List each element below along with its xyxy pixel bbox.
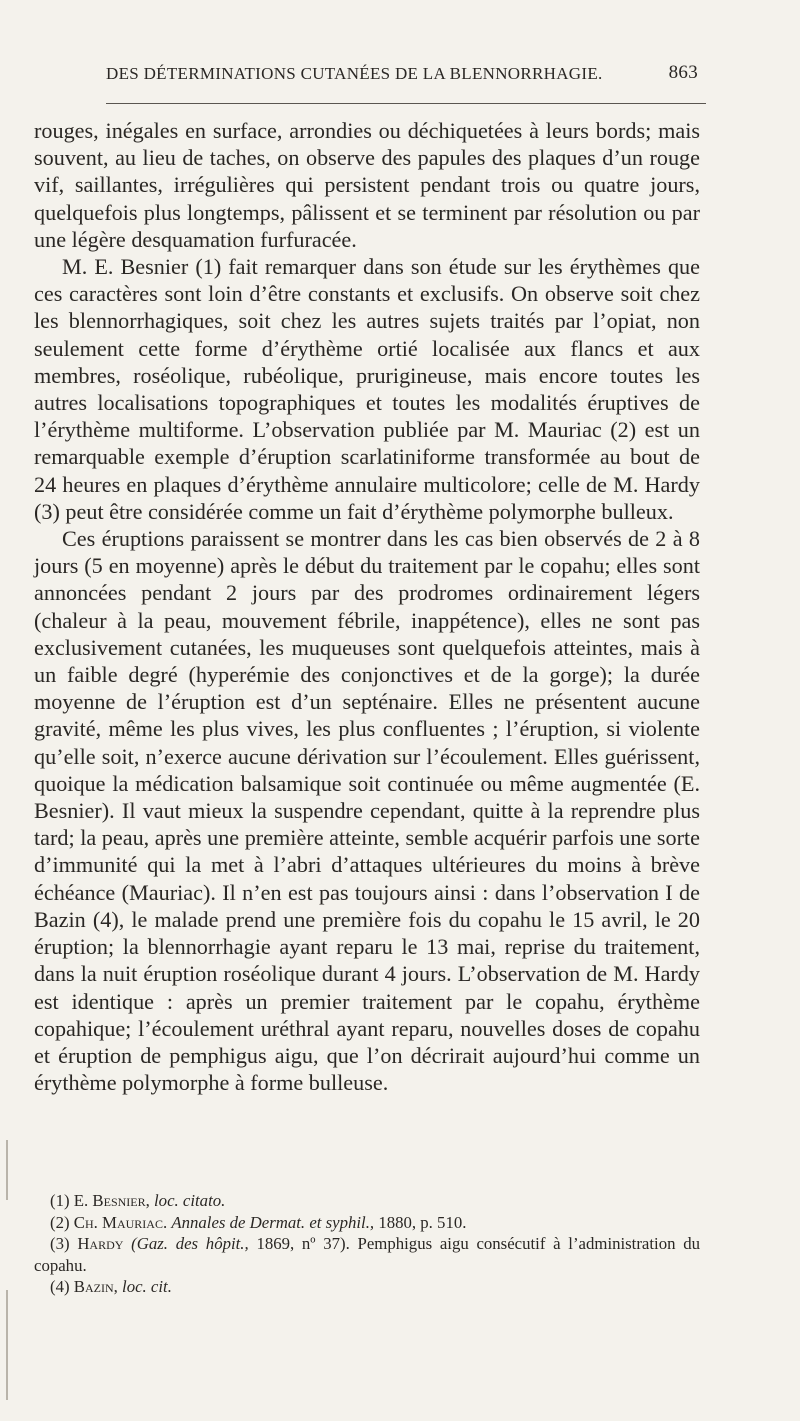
running-title: DES DÉTERMINATIONS CUTANÉES DE LA BLENNORRHAGIE. bbox=[106, 64, 603, 83]
footnote: (1) E. Besnier, loc. citato. bbox=[50, 1191, 226, 1210]
page-number: 863 bbox=[668, 62, 698, 83]
body-text bbox=[34, 117, 700, 1096]
scan-edge-mark bbox=[6, 1290, 8, 1400]
footnote: (3) Hardy (Gaz. des hôpit., 1869, nº 37). Pemphigus aigu consécutif à l’administration du copahu. bbox=[34, 1234, 700, 1275]
paragraph: M. E. Besnier (1) fait remarquer dans son étude sur les érythèmes que ces caractères sont loin d’être constants et exclusifs. On observe soit chez les blennorrhagiques, soit chez les autres sujets traités par l’opiat, non seulement cette forme d’érythème ortié localisée aux flancs et aux membres, roséolique, rubéolique, prurigineuse, mais encore toutes les autres localisations topographiques et toutes les modalités éruptives de l’érythème multiforme. L’observation publiée par M. Mauriac (2) est un remarquable exemple d’éruption scarlatiniforme transformée au bout de 24 heures en plaques d’érythème annulaire multicolore; celle de M. Hardy (3) peut être considérée comme un fait d’érythème polymorphe bulleux. bbox=[34, 254, 700, 524]
header-rule bbox=[106, 103, 706, 104]
paragraph: rouges, inégales en surface, arrondies ou déchiquetées à leurs bords; mais souvent, au lieu de taches, on observe des papules des plaques d’un rouge vif, saillantes, irrégulières qui persistent pendant trois ou quatre jours, quelquefois plus longtemps, pâlissent et se terminent par résolution ou par une légère desquamation furfuracée. bbox=[34, 118, 700, 252]
footnote: (4) Bazin, loc. cit. bbox=[50, 1277, 172, 1296]
footnotes bbox=[34, 1190, 700, 1298]
running-header bbox=[106, 60, 698, 90]
scan-edge-mark bbox=[6, 1140, 8, 1200]
paragraph: Ces éruptions paraissent se montrer dans les cas bien observés de 2 à 8 jours (5 en moyenne) après le début du traitement par le copahu; elles sont annoncées pendant 2 jours par des prodromes ordinairement légers (chaleur à la peau, mouvement fébrile, inappétence), elles ne sont pas exclusivement cutanées, les muqueuses sont quelquefois atteintes, mais à un faible degré (hyperémie des conjonctives et de la gorge); la durée moyenne de l’éruption est d’un septénaire. Elles ne présentent aucune gravité, même les plus vives, les plus confluentes ; l’éruption, si violente qu’elle soit, n’exerce aucune dérivation sur l’écoulement. Elles guérissent, quoique la médication balsamique soit continuée ou même augmentée (E. Besnier). Il vaut mieux la suspendre cependant, quitte à la reprendre plus tard; la peau, après une première atteinte, semble acquérir parfois une sorte d’immunité qui la met à l’abri d’attaques ultérieures du moins à brève échéance (Mauriac). Il n’en est pas toujours ainsi : dans l’observation I de Bazin (4), le malade prend une première fois du copahu le 15 avril, le 20 éruption; la blennorrhagie ayant reparu le 13 mai, reprise du traitement, dans la nuit éruption roséolique durant 4 jours. L’observation de M. Hardy est identique : après un premier traitement par le copahu, érythème copahique; l’écoulement uréthral ayant reparu, nouvelles doses de copahu et éruption de pemphigus aigu, que l’on décrirait aujourd’hui comme un érythème polymorphe à forme bulleuse. bbox=[34, 526, 700, 1096]
footnote: (2) Ch. Mauriac. Annales de Dermat. et syphil., 1880, p. 510. bbox=[50, 1212, 467, 1232]
